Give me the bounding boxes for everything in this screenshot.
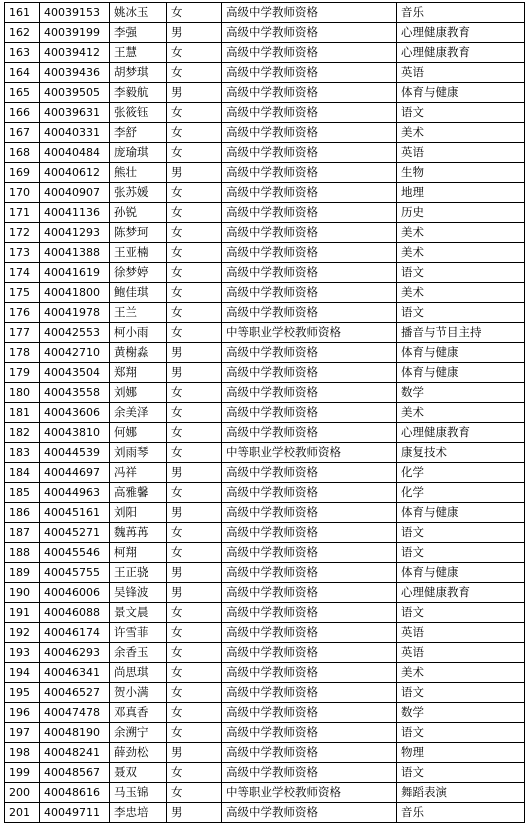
cell-name: 陈梦珂 <box>110 223 167 243</box>
cell-name: 李毅航 <box>110 83 167 103</box>
table-row <box>5 463 525 483</box>
cell-exam-id: 40048241 <box>40 743 110 763</box>
cell-name: 王亚楠 <box>110 243 167 263</box>
cell-gender: 女 <box>167 283 222 303</box>
cell-name: 孙锐 <box>110 203 167 223</box>
cell-gender: 男 <box>167 163 222 183</box>
cell-row-number: 173 <box>5 243 40 263</box>
table-row <box>5 23 525 43</box>
cell-gender: 男 <box>167 463 222 483</box>
cell-qualification: 中等职业学校教师资格 <box>222 783 397 803</box>
results-table-body <box>5 3 525 823</box>
cell-qualification: 高级中学教师资格 <box>222 163 397 183</box>
cell-subject: 心理健康教育 <box>397 23 525 43</box>
cell-gender: 女 <box>167 603 222 623</box>
table-row <box>5 363 525 383</box>
cell-row-number: 186 <box>5 503 40 523</box>
table-row <box>5 203 525 223</box>
table-row <box>5 423 525 443</box>
cell-row-number: 190 <box>5 583 40 603</box>
table-row <box>5 503 525 523</box>
table-row <box>5 603 525 623</box>
cell-subject: 地理 <box>397 183 525 203</box>
cell-exam-id: 40042710 <box>40 343 110 363</box>
cell-row-number: 199 <box>5 763 40 783</box>
table-row <box>5 143 525 163</box>
cell-gender: 男 <box>167 503 222 523</box>
table-row <box>5 803 525 823</box>
cell-subject: 美术 <box>397 663 525 683</box>
cell-row-number: 177 <box>5 323 40 343</box>
cell-exam-id: 40039505 <box>40 83 110 103</box>
cell-row-number: 168 <box>5 143 40 163</box>
cell-subject: 美术 <box>397 223 525 243</box>
cell-gender: 女 <box>167 243 222 263</box>
cell-gender: 男 <box>167 803 222 823</box>
cell-gender: 女 <box>167 43 222 63</box>
table-row <box>5 703 525 723</box>
cell-exam-id: 40049711 <box>40 803 110 823</box>
cell-qualification: 高级中学教师资格 <box>222 623 397 643</box>
cell-qualification: 高级中学教师资格 <box>222 423 397 443</box>
cell-gender: 女 <box>167 443 222 463</box>
cell-exam-id: 40039436 <box>40 63 110 83</box>
cell-row-number: 201 <box>5 803 40 823</box>
cell-gender: 女 <box>167 303 222 323</box>
cell-row-number: 167 <box>5 123 40 143</box>
cell-gender: 男 <box>167 583 222 603</box>
cell-subject: 音乐 <box>397 3 525 23</box>
cell-subject: 心理健康教育 <box>397 43 525 63</box>
cell-exam-id: 40040484 <box>40 143 110 163</box>
cell-name: 高雅馨 <box>110 483 167 503</box>
cell-qualification: 高级中学教师资格 <box>222 803 397 823</box>
table-row <box>5 743 525 763</box>
cell-name: 许雪菲 <box>110 623 167 643</box>
cell-subject: 体育与健康 <box>397 563 525 583</box>
cell-gender: 男 <box>167 563 222 583</box>
cell-row-number: 164 <box>5 63 40 83</box>
cell-row-number: 169 <box>5 163 40 183</box>
table-row <box>5 763 525 783</box>
table-row <box>5 683 525 703</box>
cell-row-number: 171 <box>5 203 40 223</box>
cell-gender: 男 <box>167 743 222 763</box>
cell-row-number: 161 <box>5 3 40 23</box>
cell-gender: 女 <box>167 263 222 283</box>
cell-gender: 女 <box>167 623 222 643</box>
cell-gender: 女 <box>167 523 222 543</box>
cell-exam-id: 40045546 <box>40 543 110 563</box>
cell-subject: 康复技术 <box>397 443 525 463</box>
cell-qualification: 高级中学教师资格 <box>222 203 397 223</box>
cell-exam-id: 40046527 <box>40 683 110 703</box>
cell-subject: 美术 <box>397 243 525 263</box>
cell-name: 余溯宁 <box>110 723 167 743</box>
cell-row-number: 183 <box>5 443 40 463</box>
cell-gender: 女 <box>167 383 222 403</box>
cell-qualification: 高级中学教师资格 <box>222 243 397 263</box>
cell-subject: 英语 <box>397 623 525 643</box>
cell-gender: 女 <box>167 783 222 803</box>
cell-exam-id: 40041619 <box>40 263 110 283</box>
cell-row-number: 187 <box>5 523 40 543</box>
cell-subject: 数学 <box>397 703 525 723</box>
cell-row-number: 163 <box>5 43 40 63</box>
cell-gender: 男 <box>167 23 222 43</box>
cell-subject: 语文 <box>397 763 525 783</box>
cell-gender: 女 <box>167 763 222 783</box>
cell-subject: 化学 <box>397 483 525 503</box>
table-row <box>5 483 525 503</box>
cell-row-number: 180 <box>5 383 40 403</box>
cell-gender: 男 <box>167 83 222 103</box>
cell-name: 李强 <box>110 23 167 43</box>
cell-qualification: 高级中学教师资格 <box>222 663 397 683</box>
cell-subject: 生物 <box>397 163 525 183</box>
results-table <box>4 2 525 823</box>
cell-qualification: 高级中学教师资格 <box>222 563 397 583</box>
cell-exam-id: 40045271 <box>40 523 110 543</box>
cell-qualification: 高级中学教师资格 <box>222 483 397 503</box>
cell-exam-id: 40045755 <box>40 563 110 583</box>
cell-name: 鲍佳琪 <box>110 283 167 303</box>
cell-row-number: 181 <box>5 403 40 423</box>
cell-exam-id: 40044697 <box>40 463 110 483</box>
table-row <box>5 123 525 143</box>
cell-exam-id: 40044963 <box>40 483 110 503</box>
cell-name: 景文晨 <box>110 603 167 623</box>
cell-row-number: 189 <box>5 563 40 583</box>
cell-gender: 女 <box>167 643 222 663</box>
cell-exam-id: 40044539 <box>40 443 110 463</box>
cell-name: 刘阳 <box>110 503 167 523</box>
cell-subject: 英语 <box>397 643 525 663</box>
cell-name: 马玉锦 <box>110 783 167 803</box>
cell-subject: 美术 <box>397 403 525 423</box>
cell-exam-id: 40043504 <box>40 363 110 383</box>
cell-subject: 播音与节目主持 <box>397 323 525 343</box>
cell-exam-id: 40039199 <box>40 23 110 43</box>
cell-exam-id: 40041136 <box>40 203 110 223</box>
cell-name: 柯翔 <box>110 543 167 563</box>
cell-qualification: 高级中学教师资格 <box>222 403 397 423</box>
cell-name: 郑翔 <box>110 363 167 383</box>
cell-subject: 体育与健康 <box>397 503 525 523</box>
cell-row-number: 197 <box>5 723 40 743</box>
cell-name: 王慧 <box>110 43 167 63</box>
cell-gender: 女 <box>167 123 222 143</box>
cell-name: 李舒 <box>110 123 167 143</box>
cell-qualification: 高级中学教师资格 <box>222 343 397 363</box>
table-row <box>5 3 525 23</box>
cell-gender: 女 <box>167 683 222 703</box>
cell-row-number: 170 <box>5 183 40 203</box>
table-row <box>5 383 525 403</box>
cell-gender: 女 <box>167 483 222 503</box>
cell-subject: 语文 <box>397 543 525 563</box>
cell-gender: 女 <box>167 223 222 243</box>
cell-exam-id: 40048567 <box>40 763 110 783</box>
cell-exam-id: 40046174 <box>40 623 110 643</box>
cell-exam-id: 40041800 <box>40 283 110 303</box>
cell-row-number: 185 <box>5 483 40 503</box>
cell-qualification: 高级中学教师资格 <box>222 743 397 763</box>
cell-row-number: 166 <box>5 103 40 123</box>
cell-qualification: 中等职业学校教师资格 <box>222 323 397 343</box>
cell-qualification: 高级中学教师资格 <box>222 303 397 323</box>
table-row <box>5 643 525 663</box>
table-row <box>5 583 525 603</box>
cell-qualification: 高级中学教师资格 <box>222 383 397 403</box>
cell-row-number: 165 <box>5 83 40 103</box>
cell-name: 贺小满 <box>110 683 167 703</box>
cell-subject: 舞蹈表演 <box>397 783 525 803</box>
cell-subject: 音乐 <box>397 803 525 823</box>
cell-qualification: 高级中学教师资格 <box>222 83 397 103</box>
cell-gender: 女 <box>167 143 222 163</box>
table-row <box>5 243 525 263</box>
cell-name: 余美泽 <box>110 403 167 423</box>
table-row <box>5 223 525 243</box>
cell-name: 徐梦婷 <box>110 263 167 283</box>
cell-subject: 语文 <box>397 303 525 323</box>
cell-subject: 语文 <box>397 723 525 743</box>
cell-exam-id: 40040907 <box>40 183 110 203</box>
cell-qualification: 高级中学教师资格 <box>222 503 397 523</box>
cell-exam-id: 40048616 <box>40 783 110 803</box>
cell-name: 尚思琪 <box>110 663 167 683</box>
cell-qualification: 高级中学教师资格 <box>222 223 397 243</box>
table-row <box>5 163 525 183</box>
cell-gender: 女 <box>167 723 222 743</box>
cell-subject: 语文 <box>397 603 525 623</box>
cell-gender: 男 <box>167 343 222 363</box>
cell-subject: 体育与健康 <box>397 363 525 383</box>
table-row <box>5 83 525 103</box>
cell-name: 刘娜 <box>110 383 167 403</box>
cell-exam-id: 40048190 <box>40 723 110 743</box>
cell-qualification: 高级中学教师资格 <box>222 43 397 63</box>
cell-gender: 男 <box>167 363 222 383</box>
cell-subject: 心理健康教育 <box>397 423 525 443</box>
table-row <box>5 663 525 683</box>
table-row <box>5 263 525 283</box>
cell-name: 薛劲松 <box>110 743 167 763</box>
table-row <box>5 303 525 323</box>
cell-name: 魏苒苒 <box>110 523 167 543</box>
cell-qualification: 高级中学教师资格 <box>222 543 397 563</box>
cell-qualification: 高级中学教师资格 <box>222 523 397 543</box>
cell-qualification: 高级中学教师资格 <box>222 723 397 743</box>
cell-qualification: 高级中学教师资格 <box>222 63 397 83</box>
cell-row-number: 198 <box>5 743 40 763</box>
cell-name: 李忠培 <box>110 803 167 823</box>
cell-subject: 英语 <box>397 143 525 163</box>
cell-subject: 物理 <box>397 743 525 763</box>
cell-subject: 英语 <box>397 63 525 83</box>
cell-exam-id: 40043558 <box>40 383 110 403</box>
cell-qualification: 高级中学教师资格 <box>222 3 397 23</box>
cell-exam-id: 40040331 <box>40 123 110 143</box>
table-row <box>5 723 525 743</box>
cell-gender: 女 <box>167 183 222 203</box>
cell-qualification: 高级中学教师资格 <box>222 603 397 623</box>
cell-subject: 美术 <box>397 123 525 143</box>
table-row <box>5 183 525 203</box>
cell-subject: 心理健康教育 <box>397 583 525 603</box>
cell-exam-id: 40046293 <box>40 643 110 663</box>
cell-qualification: 高级中学教师资格 <box>222 463 397 483</box>
cell-row-number: 174 <box>5 263 40 283</box>
cell-gender: 女 <box>167 103 222 123</box>
cell-gender: 女 <box>167 403 222 423</box>
cell-name: 冯祥 <box>110 463 167 483</box>
cell-row-number: 200 <box>5 783 40 803</box>
cell-qualification: 高级中学教师资格 <box>222 643 397 663</box>
cell-gender: 女 <box>167 3 222 23</box>
cell-qualification: 高级中学教师资格 <box>222 23 397 43</box>
cell-subject: 语文 <box>397 263 525 283</box>
cell-exam-id: 40041293 <box>40 223 110 243</box>
cell-subject: 历史 <box>397 203 525 223</box>
table-row <box>5 323 525 343</box>
table-row <box>5 523 525 543</box>
cell-row-number: 176 <box>5 303 40 323</box>
table-row <box>5 783 525 803</box>
cell-subject: 语文 <box>397 103 525 123</box>
cell-name: 余香玉 <box>110 643 167 663</box>
cell-subject: 语文 <box>397 683 525 703</box>
cell-gender: 女 <box>167 63 222 83</box>
cell-name: 张筱钰 <box>110 103 167 123</box>
cell-name: 胡梦琪 <box>110 63 167 83</box>
cell-subject: 化学 <box>397 463 525 483</box>
table-row <box>5 343 525 363</box>
cell-row-number: 184 <box>5 463 40 483</box>
cell-qualification: 高级中学教师资格 <box>222 183 397 203</box>
cell-gender: 女 <box>167 203 222 223</box>
cell-qualification: 中等职业学校教师资格 <box>222 443 397 463</box>
cell-name: 邓真香 <box>110 703 167 723</box>
cell-name: 何娜 <box>110 423 167 443</box>
cell-qualification: 高级中学教师资格 <box>222 283 397 303</box>
cell-row-number: 172 <box>5 223 40 243</box>
cell-name: 庞瑜琪 <box>110 143 167 163</box>
cell-qualification: 高级中学教师资格 <box>222 763 397 783</box>
cell-row-number: 191 <box>5 603 40 623</box>
cell-name: 王兰 <box>110 303 167 323</box>
cell-qualification: 高级中学教师资格 <box>222 263 397 283</box>
cell-name: 聂双 <box>110 763 167 783</box>
cell-row-number: 188 <box>5 543 40 563</box>
cell-exam-id: 40041978 <box>40 303 110 323</box>
cell-exam-id: 40039153 <box>40 3 110 23</box>
cell-row-number: 193 <box>5 643 40 663</box>
cell-row-number: 179 <box>5 363 40 383</box>
cell-name: 吴锋波 <box>110 583 167 603</box>
cell-exam-id: 40039412 <box>40 43 110 63</box>
table-row <box>5 43 525 63</box>
cell-gender: 女 <box>167 423 222 443</box>
cell-subject: 体育与健康 <box>397 343 525 363</box>
cell-row-number: 194 <box>5 663 40 683</box>
table-row <box>5 443 525 463</box>
cell-gender: 女 <box>167 543 222 563</box>
cell-exam-id: 40041388 <box>40 243 110 263</box>
cell-row-number: 178 <box>5 343 40 363</box>
table-row <box>5 623 525 643</box>
cell-exam-id: 40046341 <box>40 663 110 683</box>
cell-row-number: 196 <box>5 703 40 723</box>
cell-row-number: 162 <box>5 23 40 43</box>
table-row <box>5 563 525 583</box>
cell-gender: 女 <box>167 323 222 343</box>
cell-qualification: 高级中学教师资格 <box>222 363 397 383</box>
cell-name: 熊壮 <box>110 163 167 183</box>
table-row <box>5 283 525 303</box>
cell-row-number: 192 <box>5 623 40 643</box>
cell-name: 刘雨琴 <box>110 443 167 463</box>
cell-name: 柯小雨 <box>110 323 167 343</box>
cell-subject: 语文 <box>397 523 525 543</box>
cell-qualification: 高级中学教师资格 <box>222 583 397 603</box>
cell-qualification: 高级中学教师资格 <box>222 143 397 163</box>
cell-subject: 数学 <box>397 383 525 403</box>
cell-qualification: 高级中学教师资格 <box>222 123 397 143</box>
cell-gender: 女 <box>167 663 222 683</box>
cell-row-number: 195 <box>5 683 40 703</box>
cell-subject: 体育与健康 <box>397 83 525 103</box>
cell-name: 姚冰玉 <box>110 3 167 23</box>
cell-exam-id: 40045161 <box>40 503 110 523</box>
cell-exam-id: 40046006 <box>40 583 110 603</box>
cell-name: 黄榭淼 <box>110 343 167 363</box>
cell-name: 张苏媛 <box>110 183 167 203</box>
cell-subject: 美术 <box>397 283 525 303</box>
cell-exam-id: 40043606 <box>40 403 110 423</box>
cell-exam-id: 40046088 <box>40 603 110 623</box>
cell-exam-id: 40039631 <box>40 103 110 123</box>
cell-row-number: 175 <box>5 283 40 303</box>
cell-row-number: 182 <box>5 423 40 443</box>
table-row <box>5 403 525 423</box>
cell-qualification: 高级中学教师资格 <box>222 683 397 703</box>
cell-name: 王正骁 <box>110 563 167 583</box>
table-row <box>5 63 525 83</box>
cell-gender: 女 <box>167 703 222 723</box>
cell-qualification: 高级中学教师资格 <box>222 703 397 723</box>
cell-exam-id: 40042553 <box>40 323 110 343</box>
cell-exam-id: 40040612 <box>40 163 110 183</box>
table-row <box>5 103 525 123</box>
cell-exam-id: 40047478 <box>40 703 110 723</box>
table-row <box>5 543 525 563</box>
cell-qualification: 高级中学教师资格 <box>222 103 397 123</box>
cell-exam-id: 40043810 <box>40 423 110 443</box>
